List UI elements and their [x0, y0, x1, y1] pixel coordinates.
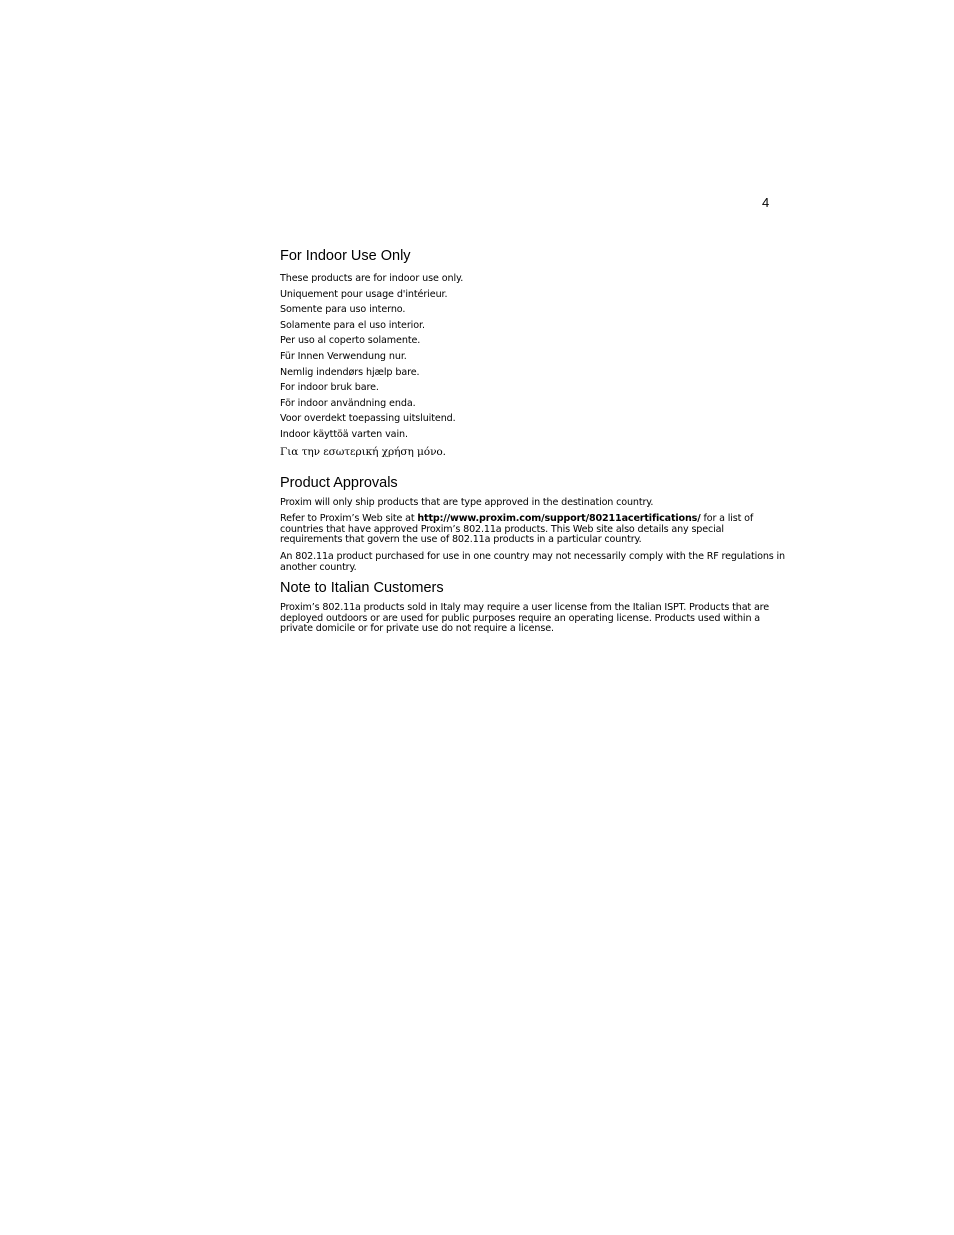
list-item: Für Innen Verwendung nur. — [280, 350, 407, 362]
page-number: 4 — [762, 195, 770, 210]
list-item: Somente para uso interno. — [280, 304, 406, 316]
indoor-use-section — [280, 247, 788, 462]
indoor-use-language-list — [280, 271, 788, 462]
list-item-greek: Για την εσωτερική χρήση μόνο. — [280, 445, 446, 458]
list-item: Solamente para el uso interior. — [280, 319, 425, 331]
indoor-use-heading: For Indoor Use Only — [280, 248, 411, 264]
list-item: Per uso al coperto solamente. — [280, 335, 421, 347]
approvals-paragraph-1: Proxim will only ship products that are type approved in the destination country. — [280, 496, 654, 508]
approvals-paragraph-2-lead: Refer to Proxim’s Web site at — [280, 513, 418, 525]
certifications-url-link[interactable]: http://www.proxim.com/support/80211acertifications/ — [417, 513, 701, 525]
italian-customers-section — [280, 579, 788, 635]
list-item: These products are for indoor use only. — [280, 273, 464, 284]
list-item: Voor overdekt toepassing uitsluitend. — [280, 413, 456, 425]
document-body — [280, 247, 788, 641]
product-approvals-section — [280, 474, 788, 574]
italian-customers-heading: Note to Italian Customers — [280, 580, 444, 597]
list-item: Nemlig indendørs hjælp bare. — [280, 366, 420, 378]
product-approvals-heading: Product Approvals — [280, 474, 398, 491]
list-item: For indoor bruk bare. — [280, 382, 379, 394]
list-item: För indoor användning enda. — [280, 397, 416, 409]
approvals-paragraph-3: An 802.11a product purchased for use in one country may not necessarily comply with the RF regulations in another country. — [280, 550, 785, 573]
approvals-paragraph-2-tail: for a list of countries that have approved Proxim’s 802.11a products. This Web site also details any special requirements that govern the use of 802.11a products in a particular country. — [280, 513, 754, 546]
approvals-paragraph-2 — [280, 514, 788, 546]
list-item: Indoor käyttöä varten vain. — [280, 428, 408, 440]
italian-customers-paragraph: Proxim’s 802.11a products sold in Italy may require a user license from the Italian ISPT. Products that are deployed outdoors or are used for public purposes require an operating license. Products used within a private domicile or for private use do not require a license. — [280, 602, 770, 635]
list-item: Uniquement pour usage d'intérieur. — [280, 288, 448, 300]
